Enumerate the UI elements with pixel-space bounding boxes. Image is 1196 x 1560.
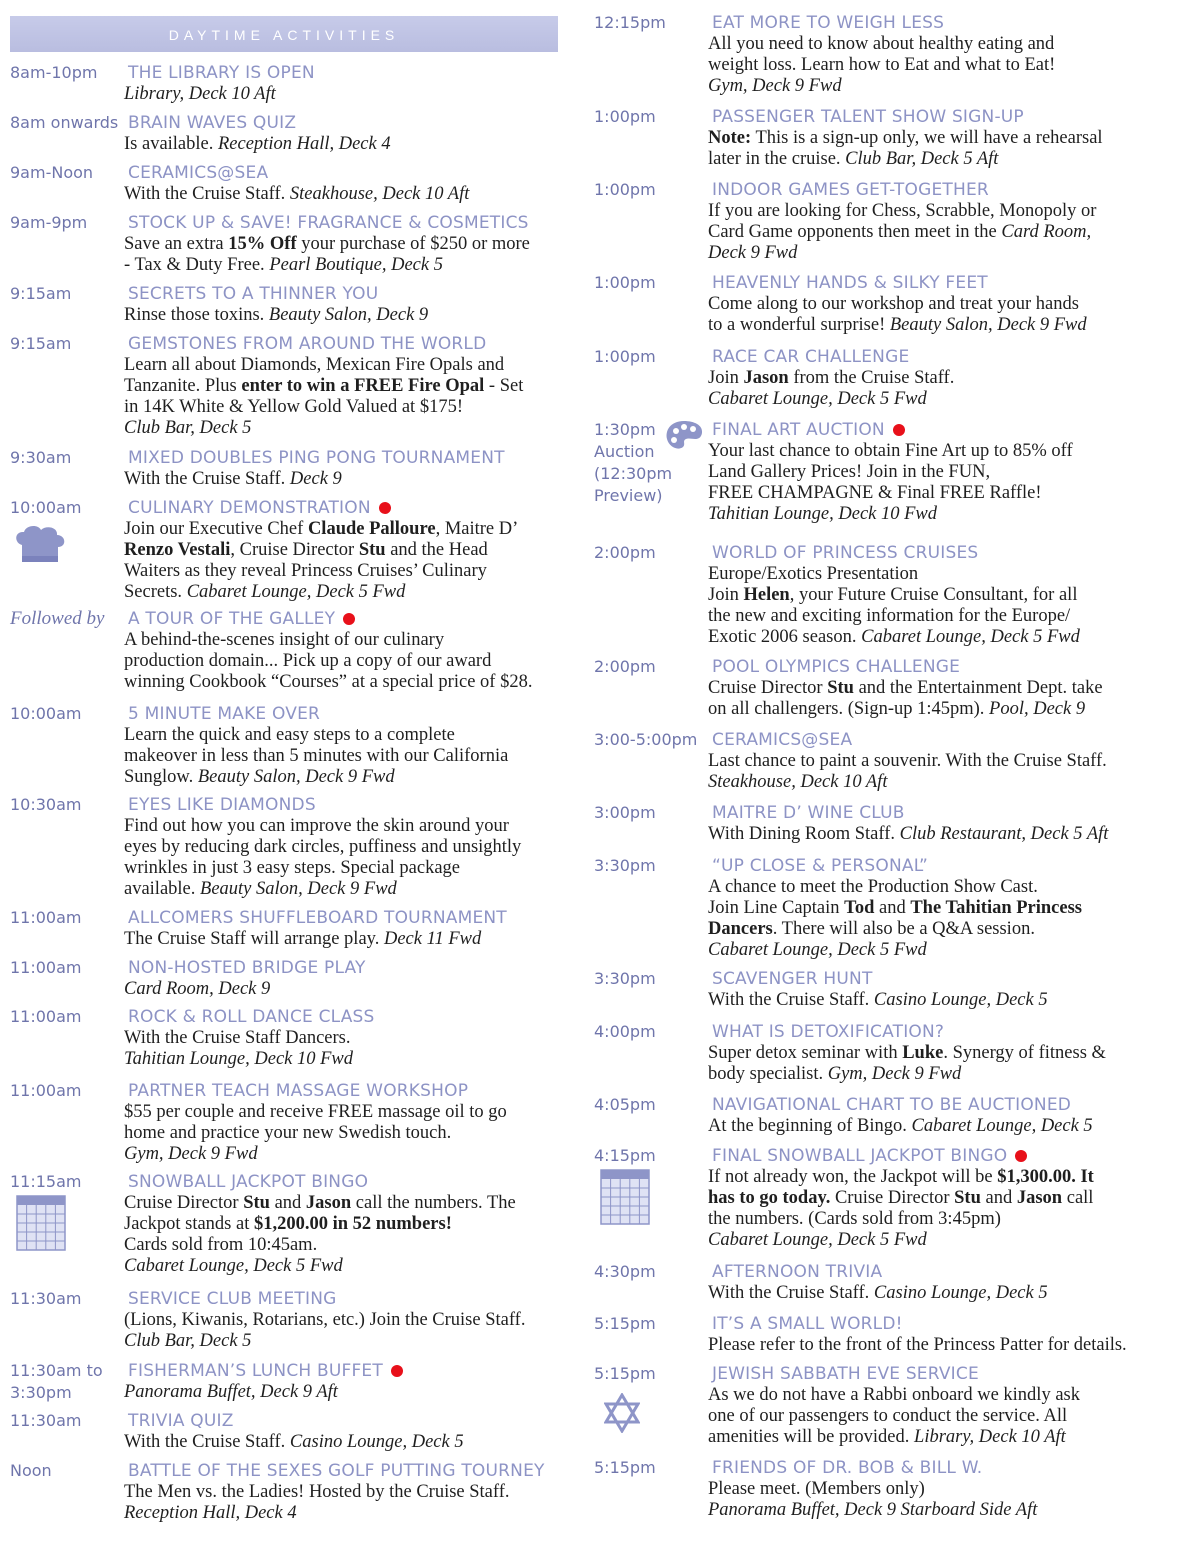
activity-title: GEMSTONES FROM AROUND THE WORLD	[128, 334, 487, 354]
activity-title: SECRETS TO A THINNER YOU	[128, 284, 379, 304]
activity-time: 11:30am	[10, 1289, 82, 1308]
description-line: As we do not have a Rabbi onboard we kindly ask	[708, 1385, 1080, 1405]
description-line: Sunglow. Beauty Salon, Deck 9 Fwd	[124, 767, 395, 787]
activity-title: TRIVIA QUIZ	[128, 1411, 234, 1431]
activity-description	[124, 469, 570, 490]
description-line: Club Bar, Deck 5	[124, 1331, 252, 1351]
activity-description	[708, 1283, 1190, 1304]
activity-title: “UP CLOSE & PERSONAL”	[712, 856, 928, 876]
description-line: Card Game opponents then meet in the Card Room,	[708, 222, 1092, 242]
activity-description	[708, 751, 1190, 793]
description-line: has to go today. Cruise Director Stu and Jason call	[708, 1188, 1094, 1208]
activity-description	[708, 1116, 1190, 1137]
activity-description	[124, 816, 570, 900]
activity-description	[124, 929, 570, 950]
palette-icon	[664, 419, 704, 458]
activity-time: 2:00pm	[594, 543, 656, 562]
activity-title: SCAVENGER HUNT	[712, 969, 873, 989]
activity-title: STOCK UP & SAVE! FRAGRANCE & COSMETICS	[128, 213, 529, 233]
activity-time: 11:00am	[10, 1081, 82, 1100]
activity-description	[708, 564, 1190, 648]
activity-description	[124, 725, 570, 788]
red-dot-icon	[893, 424, 905, 436]
activity-description	[124, 184, 570, 205]
description-line: home and practice your new Swedish touch.	[124, 1123, 452, 1143]
activity-title: FRIENDS OF DR. BOB & BILL W.	[712, 1458, 983, 1478]
description-line: on all challengers. (Sign-up 1:45pm). Pool, Deck 9	[708, 699, 1086, 719]
description-line: Dancers. There will also be a Q&A session.	[708, 919, 1035, 939]
activity-title: EYES LIKE DIAMONDS	[128, 795, 316, 815]
activity-title: NAVIGATIONAL CHART TO BE AUCTIONED	[712, 1095, 1072, 1115]
activity-description	[124, 1482, 570, 1524]
activity-description	[124, 630, 570, 693]
description-line: At the beginning of Bingo. Cabaret Lounge, Deck 5	[708, 1116, 1093, 1136]
activity-time: 8am onwards	[10, 113, 119, 132]
activity-description	[124, 1193, 570, 1277]
description-line: Panorama Buffet, Deck 9 Starboard Side Aft	[708, 1500, 1038, 1520]
activity-time: 11:30am to 3:30pm	[10, 1361, 103, 1402]
description-line: Renzo Vestali, Cruise Director Stu and the Head	[124, 540, 488, 560]
chef-hat-icon	[12, 525, 68, 570]
description-line: Come along to our workshop and treat your hands	[708, 294, 1079, 314]
activity-title: FISHERMAN’S LUNCH BUFFET	[128, 1360, 570, 1382]
activity-time: 9am-9pm	[10, 213, 88, 232]
red-dot-icon	[1015, 1150, 1027, 1162]
description-line: Learn the quick and easy steps to a complete	[124, 725, 455, 745]
activity-title: WHAT IS DETOXIFICATION?	[712, 1022, 945, 1042]
description-line: Save an extra 15% Off your purchase of $250 or more	[124, 234, 530, 254]
description-line: If you are looking for Chess, Scrabble, Monopoly or	[708, 201, 1097, 221]
activity-title: MIXED DOUBLES PING PONG TOURNAMENT	[128, 448, 505, 468]
activity-description	[708, 990, 1190, 1011]
description-line: Tanzanite. Plus enter to win a FREE Fire Opal - Set	[124, 376, 524, 396]
bingo-card-icon	[600, 1169, 650, 1230]
activity-time: 10:00am	[10, 498, 82, 517]
activity-time: 1:00pm	[594, 347, 656, 366]
activity-time: 8am-10pm	[10, 63, 98, 82]
activity-title: BRAIN WAVES QUIZ	[128, 113, 297, 133]
description-line: $55 per couple and receive FREE massage oil to go	[124, 1102, 507, 1122]
description-line: All you need to know about healthy eating and	[708, 34, 1055, 54]
activity-time: 1:00pm	[594, 107, 656, 126]
activity-title: PASSENGER TALENT SHOW SIGN-UP	[712, 107, 1024, 127]
red-dot-icon	[379, 502, 391, 514]
activity-time: 4:30pm	[594, 1262, 656, 1281]
description-line: A behind-the-scenes insight of our culinary	[124, 630, 445, 650]
description-line: one of our passengers to conduct the service. All	[708, 1406, 1068, 1426]
activity-title: A TOUR OF THE GALLEY	[128, 608, 570, 630]
description-line: With Dining Room Staff. Club Restaurant, Deck 5 Aft	[708, 824, 1109, 844]
section-banner: DAYTIME ACTIVITIES	[10, 16, 558, 52]
activity-title: POOL OLYMPICS CHALLENGE	[712, 657, 961, 677]
activity-time: 11:15am	[10, 1172, 82, 1191]
description-line: With the Cruise Staff. Casino Lounge, Deck 5	[124, 1432, 464, 1452]
description-line: Waiters as they reveal Princess Cruises’ Culinary	[124, 561, 487, 581]
description-line: Join Jason from the Cruise Staff.	[708, 368, 955, 388]
activity-description	[708, 824, 1190, 845]
description-line: Tahitian Lounge, Deck 10 Fwd	[708, 504, 938, 524]
description-line: body specialist. Gym, Deck 9 Fwd	[708, 1064, 962, 1084]
activity-description	[124, 1102, 570, 1165]
activity-description	[708, 1167, 1190, 1251]
description-line: Gym, Deck 9 Fwd	[708, 76, 842, 96]
activity-time: Noon	[10, 1461, 52, 1480]
description-line: Jackpot stands at $1,200.00 in 52 numbers!	[124, 1214, 452, 1234]
description-line: Join our Executive Chef Claude Palloure, Maitre D’	[124, 519, 519, 539]
activity-description	[708, 294, 1190, 336]
activity-description	[124, 84, 570, 105]
description-line: With the Cruise Staff. Steakhouse, Deck 10 Aft	[124, 184, 470, 204]
activity-time: 3:30pm	[594, 969, 656, 988]
description-line: later in the cruise. Club Bar, Deck 5 Aft	[708, 149, 999, 169]
activity-description	[124, 519, 570, 603]
activity-time: 5:15pm	[594, 1314, 656, 1333]
activity-description	[708, 201, 1190, 264]
star-of-david-icon	[604, 1393, 640, 1438]
activity-time: 9am-Noon	[10, 163, 94, 182]
activity-description	[708, 1479, 1190, 1521]
description-line: the new and exciting information for the Europe/	[708, 606, 1071, 626]
activity-description	[708, 1043, 1190, 1085]
description-line: Cards sold from 10:45am.	[124, 1235, 318, 1255]
activity-title: PARTNER TEACH MASSAGE WORKSHOP	[128, 1081, 469, 1101]
activity-title: 5 MINUTE MAKE OVER	[128, 704, 321, 724]
description-line: FREE CHAMPAGNE & Final FREE Raffle!	[708, 483, 1042, 503]
activity-time: 5:15pm	[594, 1458, 656, 1477]
activity-title: FINAL SNOWBALL JACKPOT BINGO	[712, 1145, 1190, 1167]
activity-time: 3:00pm	[594, 803, 656, 822]
description-line: With the Cruise Staff. Deck 9	[124, 469, 342, 489]
activity-time: 1:00pm	[594, 273, 656, 292]
activity-time: 3:00-5:00pm	[594, 730, 698, 749]
activity-description	[124, 1382, 570, 1403]
activity-title: NON-HOSTED BRIDGE PLAY	[128, 958, 366, 978]
description-line: Cruise Director Stu and the Entertainment Dept. take	[708, 678, 1103, 698]
description-line: Rinse those toxins. Beauty Salon, Deck 9	[124, 305, 429, 325]
description-line: Land Gallery Prices! Join in the FUN,	[708, 462, 991, 482]
activity-title: MAITRE D’ WINE CLUB	[712, 803, 905, 823]
description-line: (Lions, Kiwanis, Rotarians, etc.) Join the Cruise Staff.	[124, 1310, 526, 1330]
description-line: - Tax & Duty Free. Pearl Boutique, Deck 5	[124, 255, 443, 275]
activity-description	[708, 877, 1190, 961]
activity-title: WORLD OF PRINCESS CRUISES	[712, 543, 979, 563]
description-line: Secrets. Cabaret Lounge, Deck 5 Fwd	[124, 582, 406, 602]
description-line: Club Bar, Deck 5	[124, 418, 252, 438]
description-line: wrinkles in just 3 easy steps. Special package	[124, 858, 460, 878]
bingo-card-icon	[16, 1195, 66, 1256]
description-line: Join Line Captain Tod and The Tahitian Princess	[708, 898, 1083, 918]
activity-time: 11:00am	[10, 908, 82, 927]
activity-time: 4:15pm	[594, 1146, 656, 1165]
activity-title: RACE CAR CHALLENGE	[712, 347, 910, 367]
activity-time: 1:30pm Auction (12:30pm Preview)	[594, 420, 673, 505]
activity-title: CULINARY DEMONSTRATION	[128, 497, 570, 519]
description-line: Library, Deck 10 Aft	[124, 84, 276, 104]
activity-title: THE LIBRARY IS OPEN	[128, 63, 315, 83]
activity-time: 4:05pm	[594, 1095, 656, 1114]
activity-description	[124, 1432, 570, 1453]
activity-title: BATTLE OF THE SEXES GOLF PUTTING TOURNEY	[128, 1461, 545, 1481]
activity-time: Followed by	[10, 608, 105, 629]
activity-time: 10:30am	[10, 795, 82, 814]
activity-time: 3:30pm	[594, 856, 656, 875]
description-line: eyes by reducing dark circles, puffiness and unsightly	[124, 837, 522, 857]
description-line: Tahitian Lounge, Deck 10 Fwd	[124, 1049, 354, 1069]
description-line: Super detox seminar with Luke. Synergy of fitness &	[708, 1043, 1106, 1063]
description-line: The Men vs. the Ladies! Hosted by the Cruise Staff.	[124, 1482, 510, 1502]
description-line: The Cruise Staff will arrange play. Deck 11 Fwd	[124, 929, 482, 949]
activity-time: 11:30am	[10, 1411, 82, 1430]
activity-description	[124, 979, 570, 1000]
description-line: Last chance to paint a souvenir. With the Cruise Staff.	[708, 751, 1107, 771]
activity-time: 9:30am	[10, 448, 72, 467]
activity-title: AFTERNOON TRIVIA	[712, 1262, 883, 1282]
activity-description	[708, 128, 1190, 170]
activity-description	[708, 368, 1190, 410]
activity-time: 11:00am	[10, 958, 82, 977]
activity-description	[708, 678, 1190, 720]
description-line: Card Room, Deck 9	[124, 979, 271, 999]
activity-time: 5:15pm	[594, 1364, 656, 1383]
description-line: Cabaret Lounge, Deck 5 Fwd	[708, 940, 927, 960]
activity-time: 4:00pm	[594, 1022, 656, 1041]
description-line: Please meet. (Members only)	[708, 1479, 925, 1499]
description-line: the numbers. (Cards sold from 3:45pm)	[708, 1209, 1001, 1229]
activity-title: EAT MORE TO WEIGH LESS	[712, 13, 945, 33]
activity-description	[124, 1310, 570, 1352]
description-line: Exotic 2006 season. Cabaret Lounge, Deck 5 Fwd	[708, 627, 1080, 647]
activity-description	[124, 234, 570, 276]
red-dot-icon	[343, 613, 355, 625]
description-line: makeover in less than 5 minutes with our California	[124, 746, 509, 766]
description-line: amenities will be provided. Library, Deck 10 Aft	[708, 1427, 1066, 1447]
red-dot-icon	[391, 1365, 403, 1377]
description-line: Cabaret Lounge, Deck 5 Fwd	[124, 1256, 343, 1276]
activity-description	[708, 1335, 1190, 1356]
description-line: Cabaret Lounge, Deck 5 Fwd	[708, 389, 927, 409]
activity-time: 2:00pm	[594, 657, 656, 676]
activity-time: 9:15am	[10, 284, 72, 303]
activity-description	[124, 1028, 570, 1070]
description-line: Join Helen, your Future Cruise Consultant, for all	[708, 585, 1078, 605]
activity-description	[708, 1385, 1190, 1448]
description-line: Gym, Deck 9 Fwd	[124, 1144, 258, 1164]
activity-title: SERVICE CLUB MEETING	[128, 1289, 337, 1309]
description-line: Please refer to the front of the Princess Patter for details.	[708, 1335, 1127, 1355]
activity-time: 12:15pm	[594, 13, 666, 32]
description-line: Note: This is a sign-up only, we will have a rehearsal	[708, 128, 1103, 148]
activity-title: HEAVENLY HANDS & SILKY FEET	[712, 273, 988, 293]
description-line: Find out how you can improve the skin around your	[124, 816, 509, 836]
activity-title: INDOOR GAMES GET-TOGETHER	[712, 180, 989, 200]
activity-description	[708, 34, 1190, 97]
description-line: With the Cruise Staff. Casino Lounge, Deck 5	[708, 990, 1048, 1010]
description-line: weight loss. Learn how to Eat and what to Eat!	[708, 55, 1056, 75]
activity-title: ROCK & ROLL DANCE CLASS	[128, 1007, 375, 1027]
activity-title: IT’S A SMALL WORLD!	[712, 1314, 903, 1334]
activity-description	[124, 134, 570, 155]
description-line: With the Cruise Staff. Casino Lounge, Deck 5	[708, 1283, 1048, 1303]
activity-title: ALLCOMERS SHUFFLEBOARD TOURNAMENT	[128, 908, 507, 928]
description-line: Panorama Buffet, Deck 9 Aft	[124, 1382, 338, 1402]
activity-title: CERAMICS@SEA	[712, 730, 853, 750]
activity-time: 10:00am	[10, 704, 82, 723]
activity-time: 9:15am	[10, 334, 72, 353]
activity-time: 1:00pm	[594, 180, 656, 199]
activity-title: JEWISH SABBATH EVE SERVICE	[712, 1364, 979, 1384]
description-line: If not already won, the Jackpot will be $1,300.00. It	[708, 1167, 1094, 1187]
activity-title: FINAL ART AUCTION	[712, 419, 1190, 441]
description-line: Is available. Reception Hall, Deck 4	[124, 134, 391, 154]
activity-time: 11:00am	[10, 1007, 82, 1026]
activity-description	[124, 355, 570, 439]
description-line: Europe/Exotics Presentation	[708, 564, 919, 584]
description-line: Learn all about Diamonds, Mexican Fire Opals and	[124, 355, 505, 375]
description-line: Deck 9 Fwd	[708, 243, 798, 263]
description-line: Reception Hall, Deck 4	[124, 1503, 297, 1523]
description-line: Cabaret Lounge, Deck 5 Fwd	[708, 1230, 927, 1250]
description-line: Cruise Director Stu and Jason call the numbers. The	[124, 1193, 516, 1213]
description-line: Your last chance to obtain Fine Art up to 85% off	[708, 441, 1073, 461]
activity-title: SNOWBALL JACKPOT BINGO	[128, 1172, 369, 1192]
activity-description	[124, 305, 570, 326]
description-line: With the Cruise Staff Dancers.	[124, 1028, 351, 1048]
description-line: available. Beauty Salon, Deck 9 Fwd	[124, 879, 397, 899]
description-line: to a wonderful surprise! Beauty Salon, Deck 9 Fwd	[708, 315, 1087, 335]
description-line: winning Cookbook “Courses” at a special price of $28.	[124, 672, 533, 692]
activity-title: CERAMICS@SEA	[128, 163, 269, 183]
activity-description	[708, 441, 1190, 525]
description-line: production domain... Pick up a copy of our award	[124, 651, 492, 671]
description-line: A chance to meet the Production Show Cast.	[708, 877, 1038, 897]
description-line: Steakhouse, Deck 10 Aft	[708, 772, 888, 792]
description-line: in 14K White & Yellow Gold Valued at $175!	[124, 397, 463, 417]
